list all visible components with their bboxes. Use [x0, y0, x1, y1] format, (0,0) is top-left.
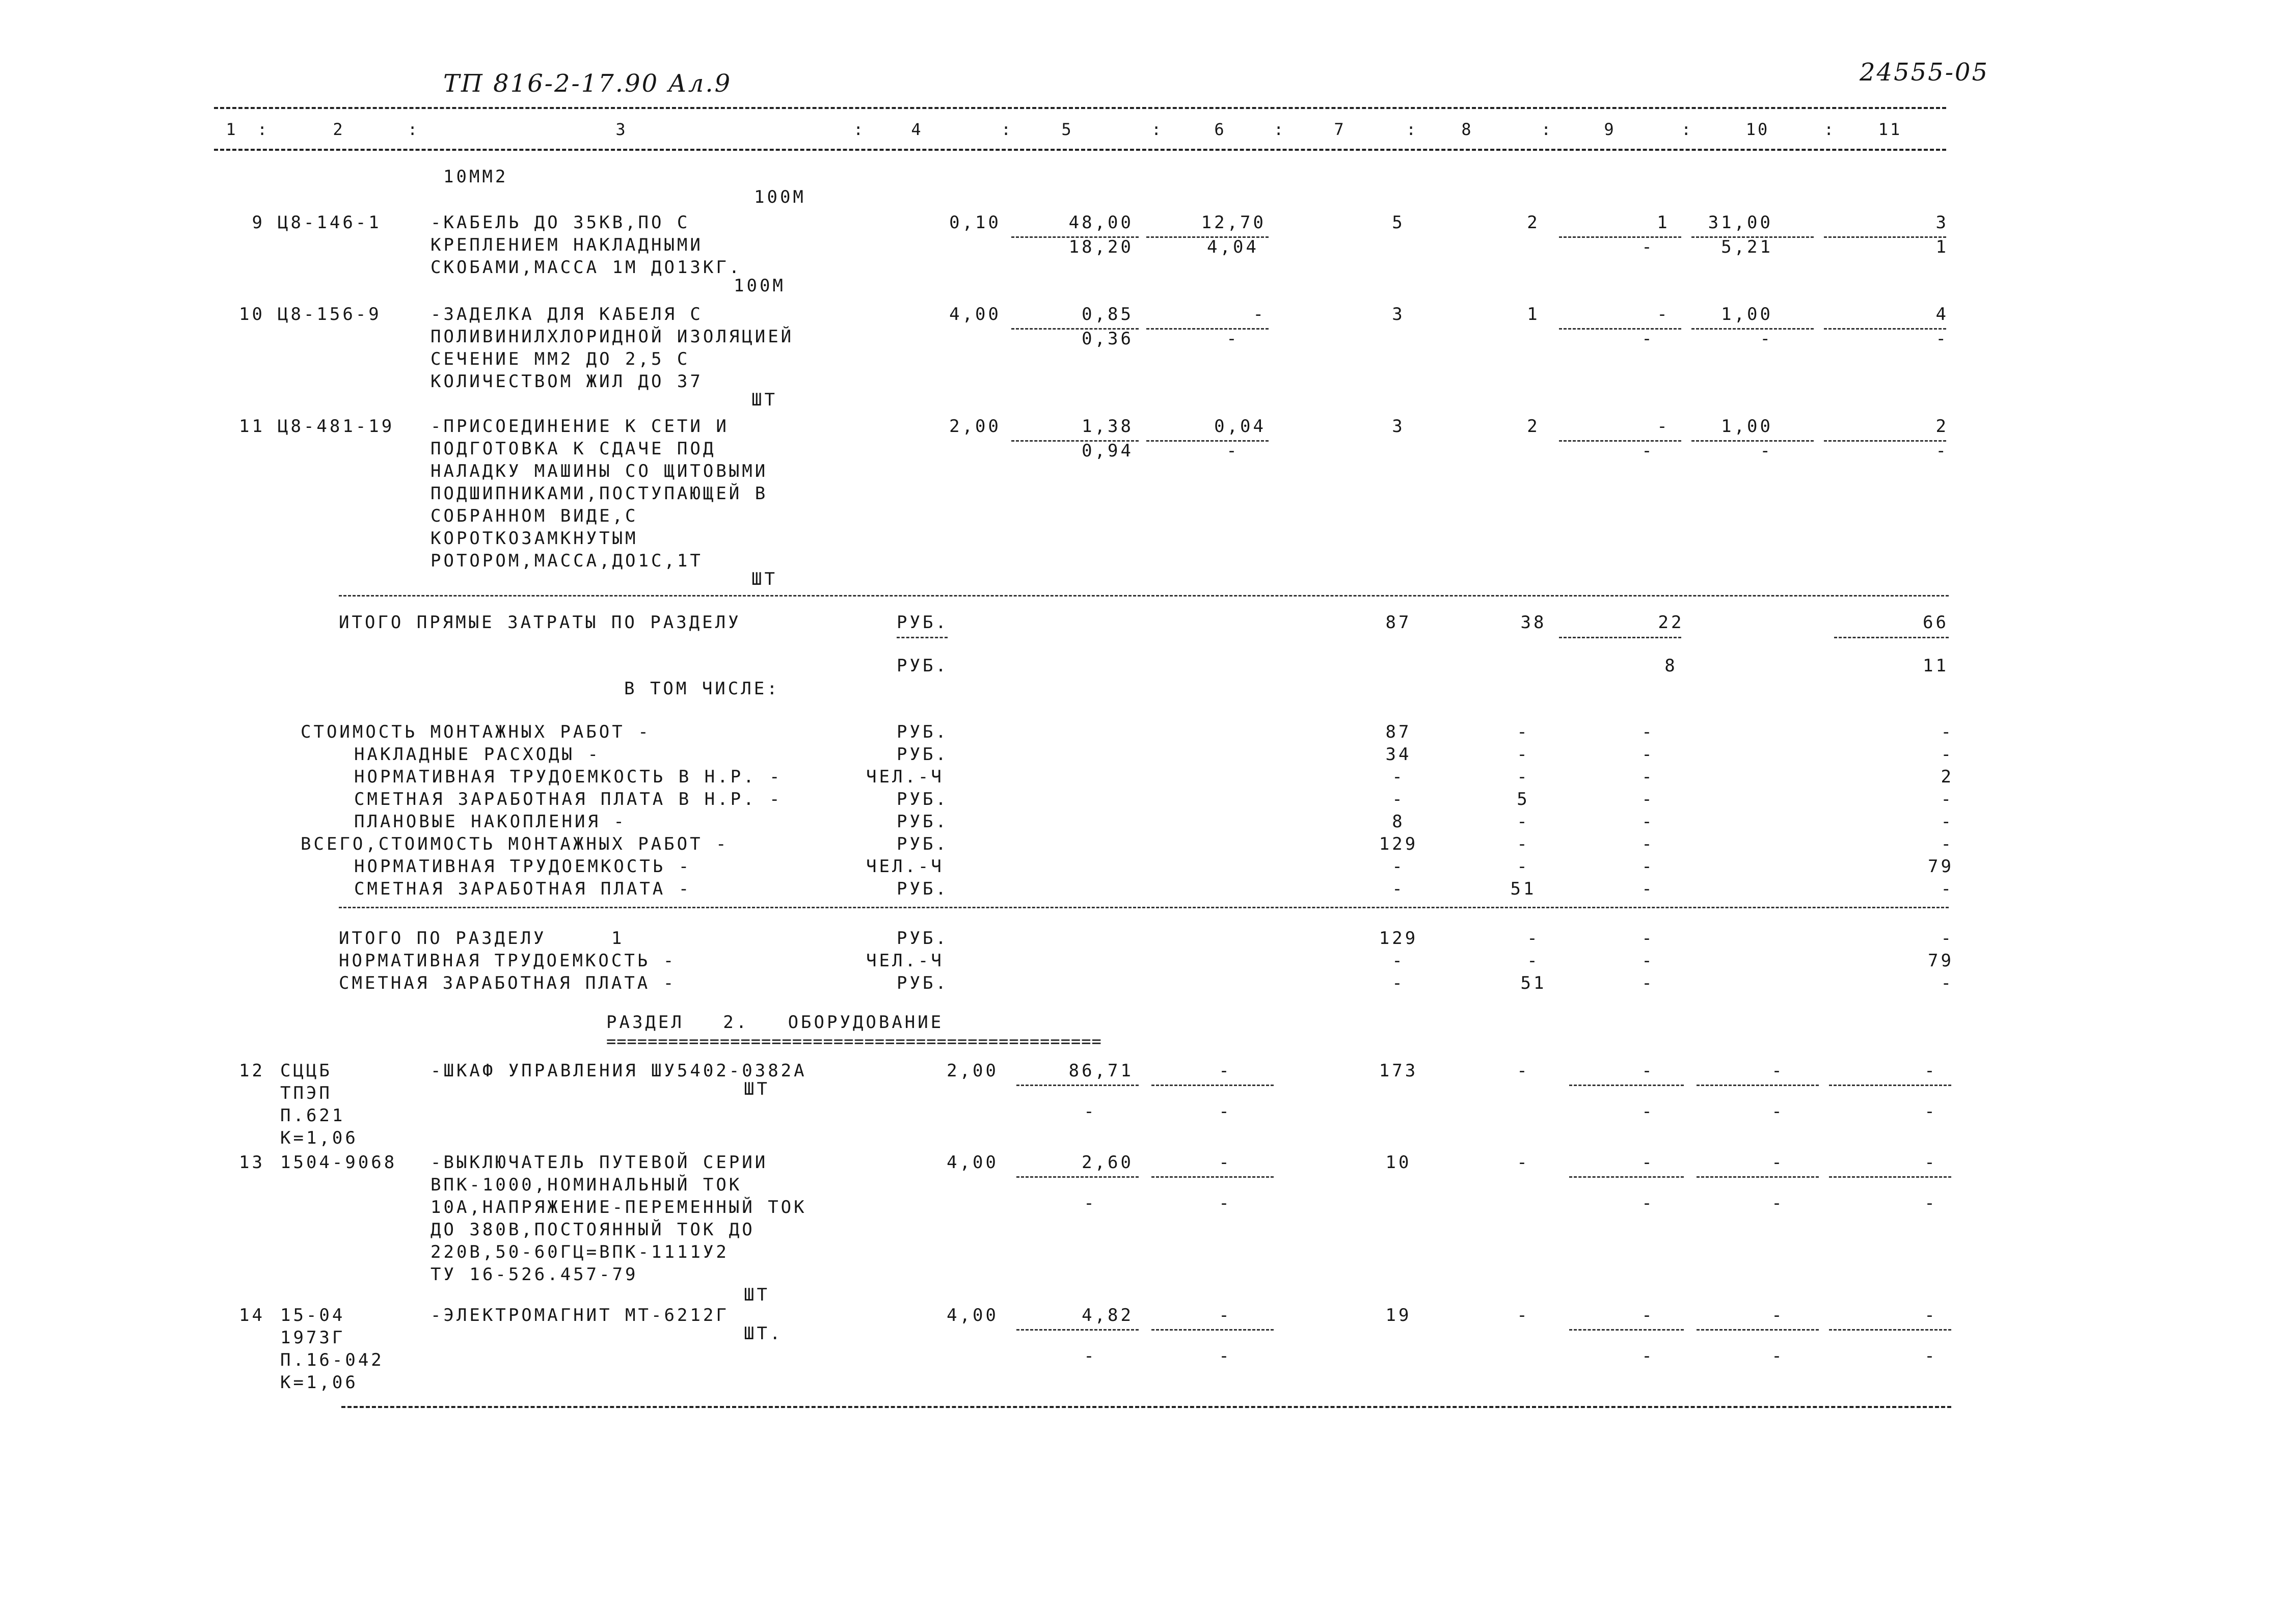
summary-rule [339, 907, 1949, 908]
work-description: ПОДГОТОВКА К СДАЧЕ ПОД [431, 439, 716, 459]
total-machines: 1 [1657, 212, 1670, 233]
summary-wages: - [1517, 744, 1530, 765]
unit-machines: 0,04 [1214, 416, 1266, 437]
norm-code: П.621 [280, 1105, 345, 1126]
summary-cost: - [1392, 856, 1405, 877]
cell-divider [1559, 440, 1681, 442]
summary-unit: РУБ. [897, 834, 949, 854]
summary-label: СТОИМОСТЬ МОНТАЖНЫХ РАБОТ - [301, 722, 651, 742]
column-number: 11 [1878, 120, 1902, 139]
cell-divider [1016, 1176, 1139, 1178]
norm-code: К=1,06 [280, 1372, 358, 1393]
summary-unit: РУБ. [897, 879, 949, 899]
empty-cell: - [1642, 1101, 1655, 1122]
unit-cost: 4,82 [1082, 1305, 1134, 1325]
quantity: 2,00 [947, 1061, 999, 1081]
column-number: 10 [1745, 120, 1770, 139]
summary-cost: 87 [1385, 722, 1412, 742]
summary-wages: - [1517, 856, 1530, 877]
summary-unit: РУБ. [897, 811, 949, 832]
unit-machines: 12,70 [1201, 212, 1266, 233]
summary-labor: - [1941, 811, 1954, 832]
column-number: 1 [226, 120, 238, 139]
work-description: СЕЧЕНИЕ ММ2 ДО 2,5 С [431, 349, 690, 369]
work-description: НАЛАДКУ МАШИНЫ СО ЩИТОВЫМИ [431, 461, 768, 481]
column-number: 3 [615, 120, 628, 139]
row-number: 13 [239, 1152, 265, 1173]
unit-label: ШТ [751, 390, 777, 410]
total-machines-wages: - [1642, 329, 1655, 349]
column-number: 9 [1604, 120, 1616, 139]
cell-divider [1151, 1176, 1274, 1178]
summary-labor: 79 [1928, 856, 1954, 877]
empty-cell: - [1642, 1193, 1655, 1213]
summary-cost: 129 [1379, 834, 1418, 854]
empty-cell: - [1771, 1305, 1785, 1325]
column-separator: : [1681, 120, 1693, 139]
cell-divider [1824, 440, 1946, 442]
cell-divider [1691, 236, 1814, 238]
section-total-unit: РУБ. [897, 928, 949, 949]
total-machines: - [1657, 416, 1670, 437]
total-wages: 2 [1527, 416, 1540, 437]
empty-cell: - [1924, 1152, 1938, 1173]
section-total-unit: ЧЕЛ.-Ч [866, 951, 944, 971]
norm-code: Ц8-146-1 [278, 212, 382, 233]
column-separator: : [1274, 120, 1286, 139]
section-2-underline: ================================================ [606, 1032, 1102, 1051]
work-description: 10А,НАПРЯЖЕНИЕ-ПЕРЕМЕННЫЙ ТОК [431, 1197, 807, 1217]
unit-wages: 0,94 [1082, 441, 1134, 461]
unit-cost: 2,60 [1082, 1152, 1134, 1173]
norm-code: СЦЦБ [280, 1061, 332, 1081]
total-labor-machines: 4 [1935, 304, 1949, 324]
cell-divider [1829, 1085, 1951, 1086]
summary-unit: РУБ. [897, 789, 949, 809]
section-total-machines: - [1642, 951, 1655, 971]
section-total-labor: 79 [1928, 951, 1954, 971]
summary-wages: - [1517, 722, 1530, 742]
quantity: 4,00 [949, 304, 1001, 324]
empty-cell: - [1771, 1101, 1785, 1122]
unit-wages: - [1084, 1346, 1097, 1366]
summary-unit: ЧЕЛ.-Ч [866, 856, 944, 877]
total-wages: 1 [1527, 304, 1540, 324]
cell-divider [1824, 236, 1946, 238]
work-description: ВПК-1000,НОМИНАЛЬНЫЙ ТОК [431, 1175, 742, 1195]
column-separator: : [1001, 120, 1013, 139]
header-rule-top [214, 107, 1946, 109]
summary-cost: - [1392, 789, 1405, 809]
total-cost: 19 [1385, 1305, 1412, 1325]
quantity: 0,10 [949, 212, 1001, 233]
currency: РУБ. [897, 612, 949, 633]
including-label: В ТОМ ЧИСЛЕ: [624, 679, 780, 699]
summary-label: СМЕТНАЯ ЗАРАБОТНАЯ ПЛАТА - [354, 879, 692, 899]
cell-divider [1829, 1176, 1951, 1178]
cell-divider [897, 637, 948, 638]
unit-label: ШТ [744, 1285, 770, 1305]
cell-divider [1697, 1176, 1819, 1178]
column-number: 4 [911, 120, 923, 139]
unit-label: ШТ. [744, 1323, 783, 1344]
section-total-wages: - [1527, 951, 1540, 971]
cell-divider [1559, 236, 1681, 238]
cell-divider [1691, 440, 1814, 442]
unit-machines-wages: 4,04 [1207, 237, 1259, 257]
total-labor-machines-b: - [1935, 329, 1949, 349]
norm-code: ТПЭП [280, 1083, 332, 1103]
section-total-wages: 51 [1520, 973, 1547, 993]
total-labor: 31,00 [1708, 212, 1773, 233]
column-number: 6 [1214, 120, 1226, 139]
summary-unit: ЧЕЛ.-Ч [866, 767, 944, 787]
summary-labor: 2 [1941, 767, 1954, 787]
total-labor-b: - [1760, 441, 1773, 461]
summary-wages: - [1517, 767, 1530, 787]
empty-cell: - [1771, 1061, 1785, 1081]
norm-code: Ц8-481-19 [278, 416, 395, 437]
cell-divider [1697, 1085, 1819, 1086]
work-description: ПОЛИВИНИЛХЛОРИДНОЙ ИЗОЛЯЦИЕЙ [431, 327, 794, 347]
section-total-label: ИТОГО ПО РАЗДЕЛУ 1 [339, 928, 625, 949]
norm-code: 1973Г [280, 1328, 345, 1348]
summary-labor: - [1941, 834, 1954, 854]
empty-cell: - [1517, 1305, 1530, 1325]
summary-machines: - [1642, 879, 1655, 899]
empty-cell: - [1924, 1101, 1938, 1122]
work-description: -ЭЛЕКТРОМАГНИТ МТ-6212Г [431, 1305, 729, 1325]
unit-cost: 1,38 [1082, 416, 1134, 437]
section-total-cost: 129 [1379, 928, 1418, 949]
total-cost: 10 [1385, 1152, 1412, 1173]
total-labor-machines-b: 1 [1935, 237, 1949, 257]
column-separator: : [853, 120, 866, 139]
summary-wages: 51 [1510, 879, 1537, 899]
cell-divider [1569, 1329, 1684, 1331]
summary-rule [339, 595, 1949, 597]
column-number: 2 [333, 120, 345, 139]
section-total-cost: - [1392, 973, 1405, 993]
total-cost: 3 [1392, 304, 1405, 324]
unit-machines: - [1219, 1305, 1232, 1325]
empty-cell: - [1517, 1061, 1530, 1081]
work-description: ПОДШИПНИКАМИ,ПОСТУПАЮЩЕЙ В [431, 483, 768, 504]
unit-machines-wages: - [1219, 1193, 1232, 1213]
unit-wages: 0,36 [1082, 329, 1134, 349]
section-total-unit: РУБ. [897, 973, 949, 993]
total-machines-wages: - [1642, 237, 1655, 257]
unit-cost: 0,85 [1082, 304, 1134, 324]
summary-cost: - [1392, 879, 1405, 899]
work-description: -ШКАФ УПРАВЛЕНИЯ ШУ5402-0382А [431, 1061, 807, 1081]
unit-label: ШТ [751, 569, 777, 589]
norm-code: П.16-042 [280, 1350, 384, 1370]
empty-cell: - [1924, 1305, 1938, 1325]
summary-label: НОРМАТИВНАЯ ТРУДОЕМКОСТЬ - [354, 856, 692, 877]
empty-cell: - [1642, 1305, 1655, 1325]
unit-label: 100М [734, 276, 786, 296]
total-machines-wages: - [1642, 441, 1655, 461]
summary-label: СМЕТНАЯ ЗАРАБОТНАЯ ПЛАТА В Н.Р. - [354, 789, 783, 809]
unit-machines-wages: - [1226, 441, 1240, 461]
total-machines: 22 [1658, 612, 1684, 633]
cell-divider [1697, 1329, 1819, 1331]
empty-cell: - [1642, 1346, 1655, 1366]
work-description: -ЗАДЕЛКА ДЛЯ КАБЕЛЯ С [431, 304, 703, 324]
work-description: СОБРАННОМ ВИДЕ,С [431, 506, 638, 526]
work-description: КОЛИЧЕСТВОМ ЖИЛ ДО 37 [431, 371, 703, 392]
empty-cell: - [1771, 1193, 1785, 1213]
cell-divider [1011, 328, 1139, 330]
summary-cost: 34 [1385, 744, 1412, 765]
summary-machines: - [1642, 834, 1655, 854]
cell-divider [1834, 637, 1949, 638]
total-labor-b: 5,21 [1721, 237, 1773, 257]
work-description: КОРОТКОЗАМКНУТЫМ [431, 528, 638, 549]
row-number: 11 [239, 416, 265, 437]
summary-cost: 8 [1392, 811, 1405, 832]
work-description: -ВЫКЛЮЧАТЕЛЬ ПУТЕВОЙ СЕРИИ [431, 1152, 768, 1173]
norm-code: К=1,06 [280, 1128, 358, 1148]
column-number: 8 [1461, 120, 1473, 139]
unit-machines: - [1219, 1061, 1232, 1081]
norm-code: Ц8-156-9 [278, 304, 382, 324]
row-number: 14 [239, 1305, 265, 1325]
work-description: -КАБЕЛЬ ДО 35КВ,ПО С [431, 212, 690, 233]
summary-wages: - [1517, 811, 1530, 832]
total-labor-machines: 3 [1935, 212, 1949, 233]
unit-label: ШТ [744, 1079, 770, 1099]
cell-divider [1011, 236, 1139, 238]
work-description: КРЕПЛЕНИЕМ НАКЛАДНЫМИ [431, 235, 703, 255]
cell-divider [1824, 328, 1946, 330]
summary-label: ИТОГО ПРЯМЫЕ ЗАТРАТЫ ПО РАЗДЕЛУ [339, 612, 741, 633]
summary-machines: - [1642, 811, 1655, 832]
cell-divider [1146, 236, 1269, 238]
empty-cell: - [1924, 1193, 1938, 1213]
summary-wages: - [1517, 834, 1530, 854]
unit-label: 100М [754, 187, 806, 207]
column-separator: : [1824, 120, 1836, 139]
section-total-machines: - [1642, 973, 1655, 993]
total-cost: 87 [1385, 612, 1412, 633]
summary-labor: - [1941, 722, 1954, 742]
norm-code: 1504-9068 [280, 1152, 397, 1173]
total-cost: 5 [1392, 212, 1405, 233]
total-machines: - [1657, 304, 1670, 324]
unit-machines-wages: - [1219, 1346, 1232, 1366]
column-separator: : [408, 120, 420, 139]
summary-machines: - [1642, 856, 1655, 877]
empty-cell: - [1924, 1061, 1938, 1081]
quantity: 2,00 [949, 416, 1001, 437]
unit-wages: - [1084, 1101, 1097, 1122]
section-total-label: СМЕТНАЯ ЗАРАБОТНАЯ ПЛАТА - [339, 973, 677, 993]
work-description: -ПРИСОЕДИНЕНИЕ К СЕТИ И [431, 416, 729, 437]
row-number: 10 [239, 304, 265, 324]
summary-label: НАКЛАДНЫЕ РАСХОДЫ - [354, 744, 601, 765]
total-cost: 173 [1379, 1061, 1418, 1081]
summary-label: НОРМАТИВНАЯ ТРУДОЕМКОСТЬ В Н.Р. - [354, 767, 783, 787]
section-total-labor: - [1941, 973, 1954, 993]
cell-divider [1016, 1085, 1139, 1086]
summary-label: ВСЕГО,СТОИМОСТЬ МОНТАЖНЫХ РАБОТ - [301, 834, 729, 854]
document-code: ТП 816-2-17.90 Ал.9 [443, 69, 732, 98]
cell-divider [1146, 440, 1269, 442]
total-labor-machines: 66 [1923, 612, 1949, 633]
unit-machines: - [1219, 1152, 1232, 1173]
column-number: 7 [1334, 120, 1346, 139]
quantity: 4,00 [947, 1305, 999, 1325]
summary-labor: - [1941, 744, 1954, 765]
work-description: СКОБАМИ,МАССА 1М ДО13КГ. [431, 257, 742, 278]
cell-divider [1559, 637, 1681, 638]
summary-machines: - [1642, 767, 1655, 787]
work-description: 220В,50-60ГЦ=ВПК-1111У2 [431, 1242, 729, 1262]
summary-label: ПЛАНОВЫЕ НАКОПЛЕНИЯ - [354, 811, 627, 832]
total-labor: 1,00 [1721, 304, 1773, 324]
summary-machines: - [1642, 744, 1655, 765]
column-separator: : [1151, 120, 1164, 139]
work-description: РОТОРОМ,МАССА,ДО1С,1Т [431, 551, 703, 571]
summary-unit: РУБ. [897, 722, 949, 742]
section-total-labor: - [1941, 928, 1954, 949]
summary-cost: - [1392, 767, 1405, 787]
total-wages: 38 [1520, 612, 1547, 633]
currency: РУБ. [897, 656, 949, 676]
unit-machines-wages: - [1219, 1101, 1232, 1122]
cell-divider [1691, 328, 1814, 330]
total-labor-machines-b: - [1935, 441, 1949, 461]
empty-cell: - [1517, 1152, 1530, 1173]
work-description: ДО 380В,ПОСТОЯННЫЙ ТОК ДО [431, 1220, 755, 1240]
total-machines-wages: 8 [1664, 656, 1678, 676]
cell-divider [1151, 1085, 1274, 1086]
cell-divider [1011, 440, 1139, 442]
summary-labor: - [1941, 879, 1954, 899]
column-separator: : [257, 120, 270, 139]
section-2-title: РАЗДЕЛ 2. ОБОРУДОВАНИЕ [606, 1012, 944, 1033]
total-cost: 3 [1392, 416, 1405, 437]
work-description: ТУ 16-526.457-79 [431, 1264, 638, 1285]
summary-labor: - [1941, 789, 1954, 809]
empty-cell: - [1642, 1061, 1655, 1081]
empty-cell: - [1924, 1346, 1938, 1366]
column-number: 5 [1061, 120, 1073, 139]
unit-cost: 86,71 [1068, 1061, 1134, 1081]
document-number: 24555-05 [1860, 58, 1989, 87]
column-separator: : [1541, 120, 1553, 139]
summary-machines: - [1642, 722, 1655, 742]
header-rule-bottom [214, 149, 1946, 151]
unit-wages: 18,20 [1068, 237, 1134, 257]
quantity: 4,00 [947, 1152, 999, 1173]
total-labor-machines-b: 11 [1923, 656, 1949, 676]
total-labor-b: - [1760, 329, 1773, 349]
column-separator: : [1406, 120, 1418, 139]
unit-machines-wages: - [1226, 329, 1240, 349]
section-total-machines: - [1642, 928, 1655, 949]
empty-cell: - [1771, 1346, 1785, 1366]
cell-divider [1146, 328, 1269, 330]
cell-divider [1569, 1176, 1684, 1178]
total-labor-machines: 2 [1935, 416, 1949, 437]
cell-divider [1151, 1329, 1274, 1331]
carry-unit: 10ММ2 [443, 167, 508, 187]
row-number: 9 [252, 212, 265, 233]
empty-cell: - [1771, 1152, 1785, 1173]
summary-unit: РУБ. [897, 744, 949, 765]
norm-code: 15-04 [280, 1305, 345, 1325]
bottom-rule [341, 1406, 1951, 1408]
total-labor: 1,00 [1721, 416, 1773, 437]
cell-divider [1559, 328, 1681, 330]
unit-cost: 48,00 [1068, 212, 1134, 233]
section-total-cost: - [1392, 951, 1405, 971]
cell-divider [1569, 1085, 1684, 1086]
total-wages: 2 [1527, 212, 1540, 233]
unit-machines: - [1253, 304, 1266, 324]
section-total-label: НОРМАТИВНАЯ ТРУДОЕМКОСТЬ - [339, 951, 677, 971]
summary-machines: - [1642, 789, 1655, 809]
empty-cell: - [1642, 1152, 1655, 1173]
section-total-wages: - [1527, 928, 1540, 949]
cell-divider [1829, 1329, 1951, 1331]
unit-wages: - [1084, 1193, 1097, 1213]
summary-wages: 5 [1517, 789, 1530, 809]
row-number: 12 [239, 1061, 265, 1081]
cell-divider [1016, 1329, 1139, 1331]
